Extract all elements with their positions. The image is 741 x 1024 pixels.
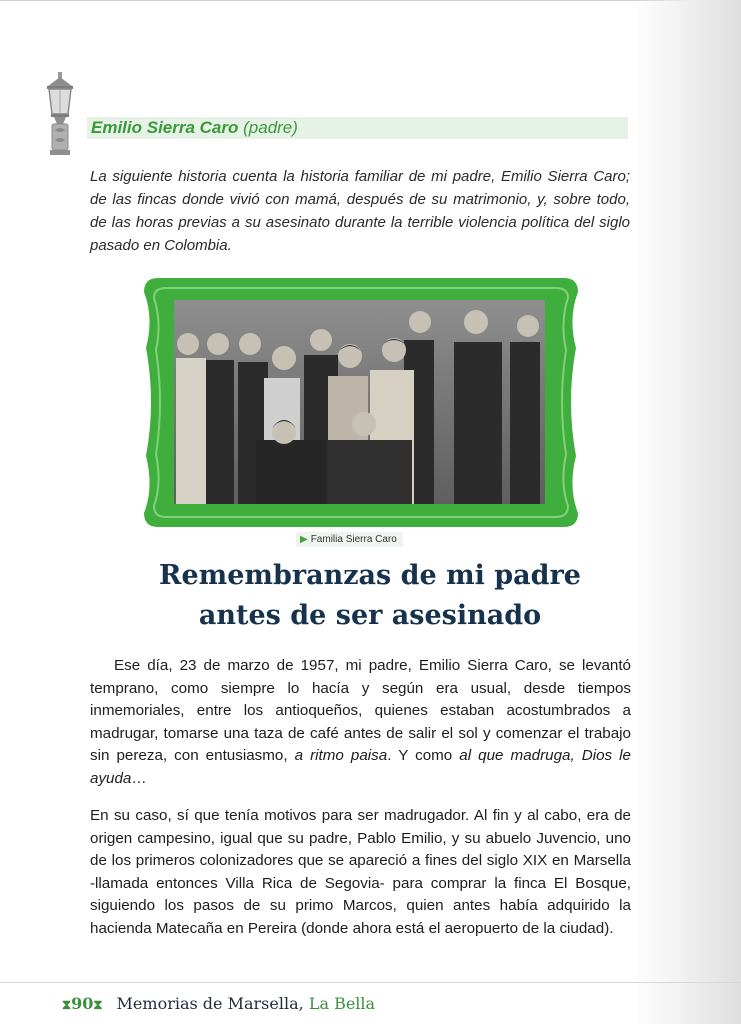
body-p1-emphasis-2: al que madruga, Dios le ayuda (90, 747, 631, 787)
body-p1-text-b: . Y como (387, 747, 460, 764)
body-p1-text-a: Ese día, 23 de marzo de 1957, mi padre, Emilio Sierra Caro, se levantó temprano, como siempre lo hacía y según era usual, desde tiempos inmemoriales, entre los antioqueños, quienes estaban acostumbrados a madrugar, tomarse una taza de café antes de salir el sol y comenzar el trabajo sin pereza, con entusiasmo, (90, 657, 631, 764)
page-footer (62, 992, 375, 1016)
hourglass-right-icon: ⧗ (93, 998, 103, 1013)
author-heading-bar (87, 117, 628, 139)
photo-caption-text: Familia Sierra Caro (310, 534, 397, 545)
page-number (62, 994, 103, 1013)
body-p1-text-c: … (131, 769, 147, 787)
book-title: Memorias de Marsella, (116, 994, 304, 1013)
article-title-line1: Remembranzas de mi padre (159, 560, 581, 591)
article-title (60, 556, 680, 636)
top-rule (0, 0, 741, 1)
family-photo-image (174, 300, 545, 504)
photo-caption (296, 532, 403, 547)
author-heading (91, 118, 298, 138)
body-p1-emphasis-1: a ritmo paisa (294, 747, 388, 764)
body-paragraph-2: En su caso, sí que tenía motivos para ser madrugador. Al fin y al cabo, era de origen campesino, igual que su padre, Pablo Emilio, y su abuelo Juvencio, uno de los primeros colonizadores que se apareció a fines del siglo XIX en Marsella -llamada entonces Villa Rica de Segovia- para comprar la finca El Bosque, siguiendo los pasos de su primo Marcos, quien antes había adquirido la hacienda Matecaña en Pereira (donde ahora está el aeropuerto de la ciudad). (90, 807, 631, 937)
body-paragraph-1 (90, 655, 631, 790)
footer-rule (0, 982, 741, 983)
page-number-value: 90 (71, 994, 94, 1013)
author-name: Emilio Sierra Caro (91, 118, 239, 137)
caption-arrow-icon: ▶ (300, 534, 308, 545)
family-photo (174, 300, 545, 504)
hourglass-left-icon: ⧗ (62, 998, 72, 1013)
article-title-line2: antes de ser asesinado (198, 600, 542, 631)
street-lamp-icon (42, 72, 78, 156)
intro-paragraph: La siguiente historia cuenta la historia familiar de mi padre, Emilio Sierra Caro; de las fincas donde vivió con mamá, después de su matrimonio, y, sobre todo, de las horas previas a su asesinato durante la terrible violencia política del siglo pasado en Colombia. (90, 168, 630, 254)
author-relation: (padre) (243, 118, 298, 137)
book-subtitle: La Bella (308, 994, 376, 1013)
page-edge-shadow (631, 0, 741, 1024)
